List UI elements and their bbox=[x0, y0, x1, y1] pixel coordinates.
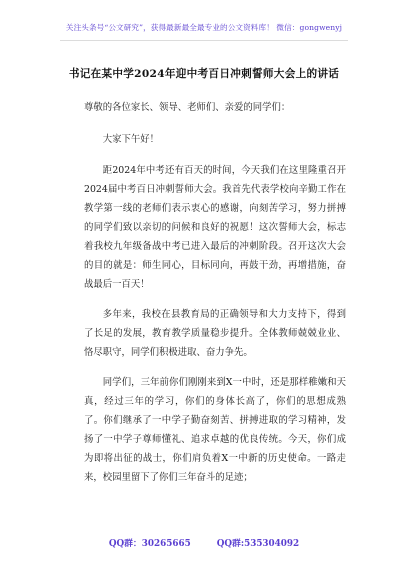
document-body bbox=[84, 98, 346, 498]
body-paragraph-1: 距2024年中考还有百天的时间，今天我们在这里隆重召开2024届中考百日冲刺誓师大会。我首先代表学校向辛勤工作在教学第一线的老师们表示衷心的感谢，向刻苦学习，努力拼搏的同学们致以亲切的问候和良好的祝愿！这次誓师大会，标志着我校九年级备战中考已进入最后的冲刺阶段。召开这次大会的目的就是：师生同心，目标同向，再鼓干劲，再增措施，奋战最后一百天！ bbox=[84, 165, 346, 290]
footer-qq-group-1: QQ群：30265665 bbox=[108, 539, 191, 549]
header-banner: 关注头条号“公文研究”，获得最新最全最专业的公文资料库！ 微信：gongwenyj bbox=[65, 23, 343, 32]
document-title: 书记在某中学2024年迎中考百日冲刺誓师大会上的讲话 bbox=[68, 68, 340, 80]
footer-qq-group-2: QQ群:535304092 bbox=[216, 539, 300, 549]
header-divider bbox=[60, 40, 348, 41]
footer-contacts bbox=[0, 536, 408, 549]
body-paragraph-2: 多年来，我校在县教育局的正确领导和大力支持下，得到了长足的发展，教育教学质量稳步提升。全体教师兢兢业业、恪尽职守，同学们积极进取、奋力争先。 bbox=[84, 309, 346, 358]
salutation: 尊敬的各位家长、领导、老师们、亲爱的同学们： bbox=[84, 102, 291, 113]
greeting: 大家下午好！ bbox=[102, 134, 160, 145]
body-paragraph-3: 同学们，三年前你们刚刚来到X一中时，还是那样稚嫩和天真，经过三年的学习，你们的身体长高了，你们的思想成熟了。你们继承了一中学子勤奋刻苦、拼搏进取的学习精神，发扬了一中学子尊师懂礼、追求卓越的优良传统。今天，你们成为即将出征的战士，你们肩负着X一中新的历史使命。一路走来，校园里留下了你们三年奋斗的足迹； bbox=[84, 377, 346, 483]
